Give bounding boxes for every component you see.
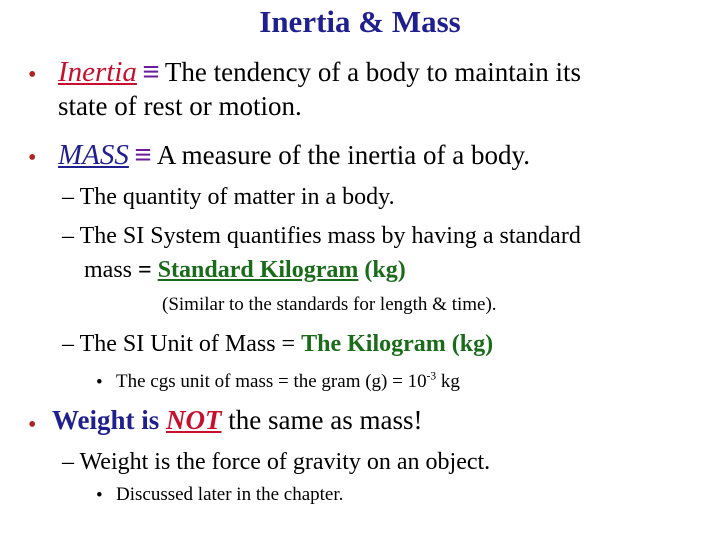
bullet-dot: • [28, 145, 37, 171]
weight-pre: Weight is [52, 405, 160, 435]
cgs-pre: The cgs unit of mass = the gram (g) = 10 [116, 371, 427, 392]
slide-title: Inertia & Mass [259, 4, 461, 39]
cgs-post: kg [440, 371, 460, 392]
inertia-definition-line2: state of rest or motion. [58, 91, 302, 121]
similar-note: (Similar to the standards for length & time). [162, 294, 497, 315]
mass-text: A measure of the inertia of a body. [156, 140, 530, 170]
bullet-dot: • [96, 485, 103, 506]
weight-line [52, 405, 422, 436]
bullet-dot: • [96, 372, 103, 393]
weight-definition: – Weight is the force of gravity on an object. [62, 449, 491, 475]
bullet-dot: • [28, 62, 37, 88]
weight-post: the same as mass! [228, 405, 423, 435]
si-unit-kilogram: The Kilogram (kg) [301, 331, 494, 357]
discussed-later: Discussed later in the chapter. [116, 484, 344, 505]
mass-term: MASS [58, 139, 129, 171]
sub-si-line1: – The SI System quantifies mass by having a standard [62, 223, 581, 249]
sub-quantity: – The quantity of matter in a body. [62, 184, 395, 210]
inertia-term: Inertia [58, 56, 137, 88]
cgs-line [116, 371, 460, 393]
standard-kilogram: Standard Kilogram [157, 257, 359, 283]
inertia-text: The tendency of a body to maintain its [164, 57, 582, 87]
sub-si-equals: = [138, 257, 152, 283]
mass-definition [58, 139, 530, 172]
sub-si-mass: mass [84, 257, 132, 283]
weight-not: NOT [166, 405, 222, 435]
cgs-exponent: -3 [426, 370, 437, 383]
bullet-dot: • [28, 412, 37, 438]
standard-kg: (kg) [364, 257, 406, 283]
si-unit-pre: – The SI Unit of Mass = [62, 331, 296, 357]
equiv-icon: ≡ [134, 140, 152, 171]
si-unit-line [62, 331, 493, 358]
sub-si-line2 [84, 257, 406, 284]
equiv-icon: ≡ [142, 57, 160, 88]
inertia-definition-line1 [58, 56, 581, 89]
